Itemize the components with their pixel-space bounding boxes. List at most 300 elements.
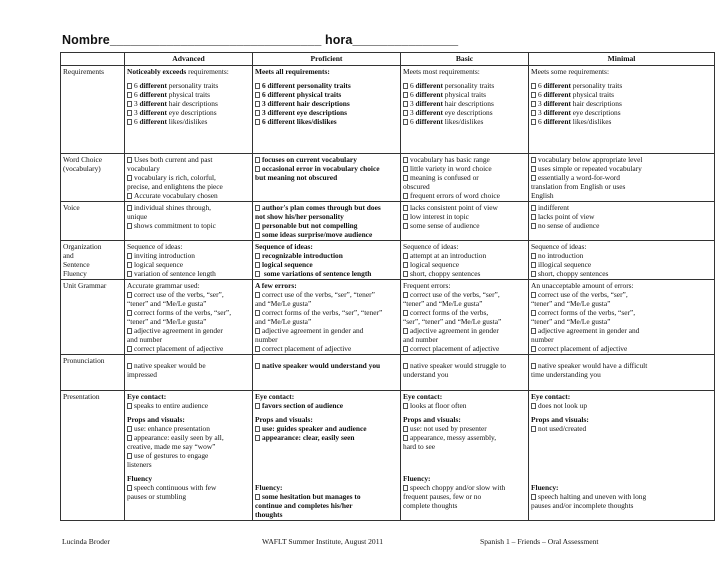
list-text: speech continuous with few (134, 483, 217, 492)
list-text: indifferent (538, 203, 570, 212)
list-text: understand you (403, 370, 449, 379)
checkbox-icon (127, 253, 132, 259)
list-text: thoughts (255, 510, 283, 519)
list-text: correct use of the verbs, “ser”, (538, 290, 628, 299)
cell-minimal (529, 241, 715, 280)
checkbox-icon (403, 119, 408, 125)
list-line (127, 442, 250, 451)
list-text: 3 different eye descriptions (262, 108, 348, 117)
cell-heading: Sequence of ideas: (255, 242, 313, 251)
list-line (531, 99, 712, 108)
eye-heading: Eye contact: (127, 392, 167, 401)
list-line (531, 299, 712, 308)
checkbox-icon (403, 214, 408, 220)
list-line (403, 501, 526, 510)
list (255, 251, 398, 278)
list-line (531, 251, 712, 260)
list (255, 155, 398, 182)
checkbox-icon (127, 175, 132, 181)
req-count: 3 (410, 108, 416, 117)
list-line (531, 317, 712, 326)
row-requirements (61, 66, 715, 154)
checkbox-icon (127, 92, 132, 98)
list-text: logical sequence (134, 260, 184, 269)
list-line (255, 335, 398, 344)
list-line (127, 299, 250, 308)
list-line (255, 424, 398, 433)
checkbox-icon (255, 92, 260, 98)
cell-proficient (253, 202, 401, 241)
list-line (403, 492, 526, 501)
checkbox-icon (403, 292, 408, 298)
footer-course: Spanish 1 – Friends – Oral Assessment (480, 537, 599, 546)
cell-basic (401, 280, 529, 355)
list-line (127, 117, 250, 126)
list-line (403, 326, 526, 335)
checkbox-icon (255, 83, 260, 89)
row-label (61, 154, 125, 202)
list-text: Fluency (63, 269, 87, 278)
row-label-text: Presentation (63, 392, 100, 401)
row-presentation (61, 391, 715, 521)
list (531, 361, 712, 379)
cell-intro: Meets some requirements: (531, 67, 609, 76)
list-line (127, 191, 250, 200)
checkbox-icon (403, 403, 408, 409)
req-count: 6 (538, 81, 544, 90)
list-text: uses simple or repeated vocabulary (538, 164, 642, 173)
list (127, 251, 250, 278)
cell-heading: Accurate grammar used: (127, 281, 200, 290)
list-line (531, 370, 712, 379)
list-line (403, 260, 526, 269)
list-line (63, 242, 122, 251)
fluency-heading: Fluency: (403, 474, 431, 483)
list-line (255, 81, 398, 90)
list (531, 290, 712, 353)
list-line (127, 182, 250, 191)
checkbox-icon (531, 310, 536, 316)
list (531, 492, 712, 510)
req-text: hair descriptions (442, 99, 494, 108)
req-word: different (415, 90, 443, 99)
checkbox-icon (531, 292, 536, 298)
footer-author: Lucinda Broder (62, 537, 110, 546)
page-title: Nombre______________________________ hora_______________ (62, 33, 459, 47)
cell-intro: Meets all requirements: (255, 67, 330, 76)
req-text: hair descriptions (166, 99, 218, 108)
cell-minimal (529, 202, 715, 241)
req-count: 6 (538, 117, 544, 126)
checkbox-icon (403, 110, 408, 116)
checkbox-icon (127, 328, 132, 334)
list-text: adjective agreement in gender (410, 326, 499, 335)
list-line (127, 344, 250, 353)
list-line (531, 335, 712, 344)
list-line (531, 269, 712, 278)
checkbox-icon (403, 346, 408, 352)
cell-heading: Sequence of ideas: (127, 242, 183, 251)
checkbox-icon (531, 214, 536, 220)
checkbox-icon (127, 193, 132, 199)
list-text: short, choppy sentences (410, 269, 481, 278)
list-line (255, 99, 398, 108)
list-text: obscured (403, 182, 430, 191)
list-line (531, 191, 712, 200)
list (255, 361, 398, 370)
list-line (403, 424, 526, 433)
checkbox-icon (255, 292, 260, 298)
list-line (403, 290, 526, 299)
req-text: eye descriptions (442, 108, 493, 117)
checkbox-icon (403, 223, 408, 229)
checkbox-icon (127, 101, 132, 107)
list-line (255, 269, 398, 278)
list-text: and “Me/Le gusta” (255, 299, 312, 308)
list-text: short, choppy sentences (538, 269, 609, 278)
row-organization (61, 241, 715, 280)
list-text: correct placement of adjective (262, 344, 352, 353)
checkbox-icon (403, 485, 408, 491)
checkbox-icon (127, 310, 132, 316)
list (403, 203, 526, 230)
list-text: logical sequence (410, 260, 460, 269)
list-text: some variations of sentence length (262, 269, 372, 278)
list-text: vocabulary is rich, colorful, (134, 173, 216, 182)
rubric-table (60, 52, 715, 521)
req-word: different (543, 108, 571, 117)
checkbox-icon (127, 485, 132, 491)
list-line (255, 260, 398, 269)
cell-basic (401, 355, 529, 391)
list-text: adjective agreement in gender (134, 326, 223, 335)
checkbox-icon (531, 494, 536, 500)
cell-minimal (529, 355, 715, 391)
row-word-choice (61, 154, 715, 202)
list-text: correct forms of the verbs, (410, 308, 489, 317)
fluency-heading: Fluency: (531, 483, 559, 492)
list-text: use: enhance presentation (134, 424, 210, 433)
list-line (531, 182, 712, 191)
list-text: “tener” and “Me/Le gusta” (403, 299, 483, 308)
list-line (255, 221, 398, 230)
row-label (61, 66, 125, 154)
req-text: physical traits (166, 90, 211, 99)
list-text: correct forms of the verbs, “ser”, (538, 308, 636, 317)
header-blank (61, 53, 125, 66)
list-text: and number (127, 335, 163, 344)
list (403, 251, 526, 278)
list (531, 155, 712, 200)
req-text: personality traits (166, 81, 219, 90)
list-text: correct use of the verbs, “ser”, (134, 290, 224, 299)
list-line (127, 99, 250, 108)
list-text: use of gestures to engage (134, 451, 209, 460)
eye-heading: Eye contact: (531, 392, 571, 401)
list-text: personable but not compelling (262, 221, 358, 230)
list-line (403, 164, 526, 173)
list-line (255, 401, 398, 410)
header-proficient: Proficient (253, 53, 401, 66)
list-line (531, 164, 712, 173)
list-text: number (531, 335, 554, 344)
list (403, 155, 526, 200)
list-line (403, 401, 526, 410)
checkbox-icon (255, 110, 260, 116)
list-text: some sense of audience (410, 221, 480, 230)
header-basic: Basic (401, 53, 529, 66)
list-line (531, 361, 712, 370)
list-text: 6 different likes/dislikes (262, 117, 337, 126)
list (531, 251, 712, 278)
checkbox-icon (255, 310, 260, 316)
list-text: correct placement of adjective (410, 344, 500, 353)
cell-basic (401, 391, 529, 521)
checkbox-icon (531, 253, 536, 259)
list-line (403, 442, 526, 451)
cell-proficient (253, 355, 401, 391)
checkbox-icon (531, 83, 536, 89)
checkbox-icon (531, 205, 536, 211)
list-line (255, 290, 398, 299)
intro-bold: Noticeably exceeds (127, 67, 187, 76)
checkbox-icon (127, 426, 132, 432)
list-line (255, 90, 398, 99)
list-line (127, 269, 250, 278)
list-text: no sense of audience (538, 221, 600, 230)
checkbox-icon (127, 157, 132, 163)
list-text: English (531, 191, 554, 200)
list-text: individual shines through, (134, 203, 211, 212)
list (127, 203, 250, 230)
list-text: frequent errors of word choice (410, 191, 500, 200)
cell-basic (401, 202, 529, 241)
req-word: different (415, 117, 443, 126)
req-word: different (415, 81, 443, 90)
list-text: low interest in topic (410, 212, 469, 221)
list (403, 361, 526, 379)
list-line (403, 221, 526, 230)
list-text: speech halting and uneven with long (538, 492, 647, 501)
row-voice (61, 202, 715, 241)
header-row (61, 53, 715, 66)
req-count: 3 (134, 108, 140, 117)
req-count: 6 (538, 90, 544, 99)
cell-intro: Meets most requirements: (403, 67, 480, 76)
checkbox-icon (531, 363, 536, 369)
list-line (127, 290, 250, 299)
cell-proficient (253, 280, 401, 355)
list-text: use: not used by presenter (410, 424, 487, 433)
checkbox-icon (127, 435, 132, 441)
list-line (403, 251, 526, 260)
list-line (531, 260, 712, 269)
list-line (255, 492, 398, 501)
list-text: native speaker would have a difficult (538, 361, 648, 370)
cell-heading: Sequence of ideas: (531, 242, 587, 251)
list-text: does not look up (538, 401, 588, 410)
intro-text: requirements: (186, 67, 229, 76)
list-line (127, 317, 250, 326)
list-line (403, 269, 526, 278)
list-text: native speaker would understand you (262, 361, 381, 370)
list-line (63, 269, 122, 278)
list-text: complete thoughts (403, 501, 458, 510)
list-line (531, 212, 712, 221)
checkbox-icon (531, 262, 536, 268)
req-text: personality traits (442, 81, 495, 90)
list-text: listeners (127, 460, 152, 469)
list (127, 401, 250, 410)
cell-basic (401, 241, 529, 280)
list-text: and (63, 251, 74, 260)
list (531, 203, 712, 230)
list-text: some hesitation but manages to (262, 492, 361, 501)
list-text: pauses or stumbling (127, 492, 187, 501)
list-text: not used/created (538, 424, 587, 433)
list-line (127, 108, 250, 117)
req-count: 3 (538, 99, 544, 108)
checkbox-icon (531, 119, 536, 125)
checkbox-icon (403, 363, 408, 369)
list-text: vocabulary (127, 164, 160, 173)
list-text: impressed (127, 370, 157, 379)
list-line (127, 433, 250, 442)
cell-proficient (253, 154, 401, 202)
list-line (403, 483, 526, 492)
cell-advanced (125, 66, 253, 154)
checkbox-icon (531, 92, 536, 98)
list-text: translation from English or uses (531, 182, 626, 191)
props-heading: Props and visuals: (127, 415, 185, 424)
list-line (255, 155, 398, 164)
cell-minimal (529, 66, 715, 154)
cell-basic (401, 66, 529, 154)
list-text: inviting introduction (134, 251, 195, 260)
list-line (127, 361, 250, 370)
list-line (531, 290, 712, 299)
cell-intro (127, 67, 250, 76)
checkbox-icon (255, 101, 260, 107)
req-list-advanced (127, 81, 250, 126)
list-text: adjective agreement in gender and (538, 326, 640, 335)
list-text: “tener” and “Me/Le gusta” (127, 317, 207, 326)
req-word: different (139, 108, 167, 117)
req-word: different (543, 81, 571, 90)
cell-minimal (529, 391, 715, 521)
list-line (531, 90, 712, 99)
list-line (403, 155, 526, 164)
row-label-text: Voice (63, 203, 80, 212)
list-line (255, 173, 398, 182)
checkbox-icon (531, 426, 536, 432)
list-text: “tener” and “Me/Le gusta” (127, 299, 207, 308)
checkbox-icon (403, 193, 408, 199)
checkbox-icon (255, 232, 260, 238)
list (531, 424, 712, 433)
cell-advanced (125, 241, 253, 280)
props-heading: Props and visuals: (403, 415, 461, 424)
list-line (531, 308, 712, 317)
cell-heading: Frequent errors: (403, 281, 451, 290)
checkbox-icon (531, 166, 536, 172)
row-label-text: Requirements (63, 67, 105, 76)
checkbox-icon (403, 157, 408, 163)
footer-event: WAFLT Summer Institute, August 2011 (262, 537, 384, 546)
list-text: native speaker would struggle to (410, 361, 507, 370)
checkbox-icon (127, 205, 132, 211)
list (255, 401, 398, 410)
req-text: likes/dislikes (166, 117, 208, 126)
list-line (127, 164, 250, 173)
list-line (403, 182, 526, 191)
list (255, 203, 398, 239)
list-text: speaks to entire audience (134, 401, 209, 410)
req-word: different (543, 90, 571, 99)
list-line (127, 155, 250, 164)
list-text: focuses on current vocabulary (262, 155, 357, 164)
list-text: meaning is confused or (410, 173, 479, 182)
list-text: native speaker would be (134, 361, 206, 370)
list (255, 424, 398, 442)
list-text: frequent pauses, few or no (403, 492, 482, 501)
row-label-text: Pronunciation (63, 356, 105, 365)
checkbox-icon (255, 119, 260, 125)
row-label-text: (vocabulary) (63, 164, 101, 173)
checkbox-icon (255, 271, 260, 277)
list-text: essentially a word-for-word (538, 173, 620, 182)
checkbox-icon (403, 262, 408, 268)
list-line (127, 221, 250, 230)
list-text: correct forms of the verbs, “ser”, “tener” (262, 308, 383, 317)
row-label-text: Word Choice (63, 155, 103, 164)
fluency-heading: Fluency: (255, 483, 283, 492)
checkbox-icon (255, 205, 260, 211)
props-heading: Props and visuals: (531, 415, 589, 424)
list-line (127, 326, 250, 335)
list-line (403, 433, 526, 442)
list-line (255, 326, 398, 335)
list (531, 401, 712, 410)
checkbox-icon (255, 494, 260, 500)
list-text: logical sequence (262, 260, 313, 269)
row-label-text (63, 242, 122, 278)
checkbox-icon (255, 262, 260, 268)
checkbox-icon (531, 271, 536, 277)
req-word: different (543, 117, 571, 126)
req-list-basic (403, 81, 526, 126)
list-line (403, 212, 526, 221)
list-line (403, 299, 526, 308)
list-line (403, 117, 526, 126)
list-text: unique (127, 212, 148, 221)
list-text: “tener” and “Me/Le gusta” (531, 317, 611, 326)
list-text: Sentence (63, 260, 90, 269)
list-line (531, 203, 712, 212)
list-text: adjective agreement in gender and (262, 326, 364, 335)
checkbox-icon (255, 157, 260, 163)
list-line (127, 173, 250, 182)
list-line (63, 251, 122, 260)
checkbox-icon (127, 403, 132, 409)
cell-advanced (125, 355, 253, 391)
list-line (403, 361, 526, 370)
list-text: and number (403, 335, 439, 344)
list-line (403, 108, 526, 117)
list-text: correct placement of adjective (538, 344, 628, 353)
list-line (531, 81, 712, 90)
list-line (531, 424, 712, 433)
